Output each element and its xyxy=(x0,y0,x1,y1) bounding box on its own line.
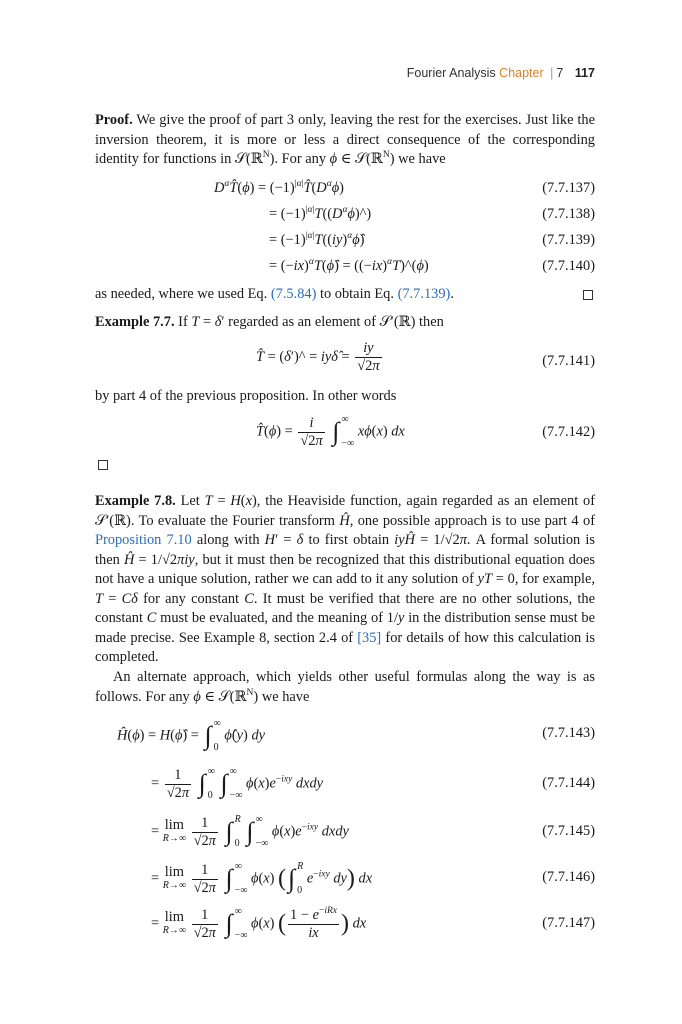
example-77-followup: by part 4 of the previous proposition. In other words xyxy=(95,388,397,404)
header-section: Fourier Analysis xyxy=(406,66,496,80)
ex78-text-j: for any constant xyxy=(143,590,240,607)
ex78-text-d: one possible approach is to use part 4 of xyxy=(357,512,595,529)
proof-text-2: For any xyxy=(281,151,327,167)
ref-35[interactable]: [35] xyxy=(357,629,382,646)
equation-number-143: (7.7.143) xyxy=(542,725,595,741)
example-78-paragraph-2: An alternate approach, which yields other useful formulas along the way is as follows. For any ϕ ∈ 𝒮(ℝ$^N$) we have xyxy=(95,669,595,705)
example-78-label: Example 7.8. xyxy=(95,493,176,509)
header-chapter-number: 7 xyxy=(556,66,564,80)
ex78-p2-text: An alternate approach, which yields other useful formulas along the way is as follows. For any xyxy=(95,669,595,705)
equation-number-137: (7.7.137) xyxy=(542,180,595,196)
ex78-text-a: Let xyxy=(180,493,200,509)
proof-label: Proof. xyxy=(95,112,133,128)
equation-144: = $\frac{1}{√2\pi}$ ∫ ∞ 0 ∫ ∞ −∞ $\phi(x)e^{-ixy}$ dxdy xyxy=(151,766,324,801)
equation-143: Ĥ(ϕ) = H(ϕ̂) = ∫ ∞ 0 ϕ̂(y) dy xyxy=(117,718,266,753)
example-78-paragraph: Example 7.8. Let T = H(x), the Heaviside function, again regarded as an element of 𝒮′(ℝ). To evaluate the Fourier transform Ĥ, one possible approach is to use part 4 of Proposition 7.10 along with H′ = δ to first obtain iyĤ = 1/√2π. A formal solution is then Ĥ = 1/√2πiy, but it must then be recognized that this distributional equation does not have a unique solution, rather we can add to it any solution of yT = 0, for example, T = Cδ for any constant C. It must be verified that there are no other solutions, the constant C must be evaluated, and the meaning of 1/y in the distribution sense must be made precise. See Example 8, section 2.4 of [35] for details of how this calculation is completed. xyxy=(95,493,596,665)
ex78-text-g: A formal solution is then xyxy=(95,532,595,568)
after-proof-text-2: to obtain Eq. xyxy=(320,286,394,302)
example-77-label: Example 7.7. xyxy=(95,314,175,330)
proof-text-3: we have xyxy=(398,151,446,167)
example-77-text-1: If xyxy=(178,314,188,330)
equation-number-139: (7.7.139) xyxy=(542,232,595,248)
equation-number-146: (7.7.146) xyxy=(542,869,595,885)
ex78-text-m: in the distribution sense must be made precise. See Example 8, section 2.4 of xyxy=(95,610,595,646)
ex78-text-n: for details of how this calculation is completed. xyxy=(95,629,595,665)
proof-paragraph: Proof. We give the proof of part 3 only, leaving the rest for the exercises. Just like the inversion theorem, it is more or less a direct consequence of the corresponding identity for functions in 𝒮(ℝ$^N$). For any ϕ ∈ 𝒮(ℝ$^N$) we have xyxy=(95,112,596,167)
header-separator: | xyxy=(550,66,554,80)
example-77-intro: Example 7.7. If T = δ′ regarded as an element of 𝒮′(ℝ) then xyxy=(95,314,444,330)
equation-147: = lim R→∞ $\frac{1}{√2\pi}$ ∫ ∞ −∞ ϕ(x) ( $\frac{1 - e^{-iRx}}{ix}$ ) dx xyxy=(151,905,367,941)
equation-142: T̂(ϕ) = $\frac{i}{√2\pi}$ ∫ ∞ −∞ xϕ(x) dx xyxy=(256,414,405,449)
running-header xyxy=(407,66,595,80)
after-proof-text-3: . xyxy=(450,286,454,302)
ex78-text-l: must be evaluated, and the meaning of xyxy=(160,610,384,626)
ex78-text-i: for example, xyxy=(522,571,596,587)
equation-number-144: (7.7.144) xyxy=(542,775,595,791)
equation-146: = lim R→∞ $\frac{1}{√2\pi}$ ∫ ∞ −∞ ϕ(x) (∫ R 0 $e^{-ixy}$ dy) dx xyxy=(151,861,373,896)
equation-141: T̂ = (δ′)^ = iyδ̂ = $\frac{iy}{√2\pi}$ xyxy=(256,340,380,374)
ref-eq-7-7-139[interactable]: (7.7.139) xyxy=(397,286,451,302)
ex78-text-e: along with xyxy=(196,532,260,548)
equation-number-140: (7.7.140) xyxy=(542,258,595,274)
after-proof-line xyxy=(95,285,595,305)
ex78-text-b: the Heaviside function, again regarded as an element of xyxy=(265,493,596,509)
ex78-p2-end: we have xyxy=(261,688,310,705)
equation-number-138: (7.7.138) xyxy=(542,206,595,222)
equation-145: = lim R→∞ $\frac{1}{√2\pi}$ ∫ R 0 ∫ ∞ −∞ $\phi(x)e^{-ixy}$ dxdy xyxy=(151,814,349,849)
equation-number-147: (7.7.147) xyxy=(542,915,595,931)
equation-number-142: (7.7.142) xyxy=(542,424,595,440)
ex78-text-f: to first obtain xyxy=(308,532,390,548)
ex78-text-c: To evaluate the Fourier transform xyxy=(138,512,335,529)
ref-eq-7-5-84[interactable]: (7.5.84) xyxy=(270,286,317,302)
qed-box xyxy=(583,290,593,300)
after-proof-text-1: as needed, where we used Eq. xyxy=(95,286,268,302)
header-chapter: Chapter xyxy=(499,66,544,80)
equation-number-141: (7.7.141) xyxy=(542,353,595,369)
equation-number-145: (7.7.145) xyxy=(542,823,595,839)
end-example-box xyxy=(98,460,108,470)
ex78-text-k: It must be verified that there are no other solutions, the constant xyxy=(95,590,595,626)
proof-text-1: We give the proof of part 3 only, leaving the rest for the exercises. Just like the inversion theorem, it is more or less a direct consequence of the corresponding identity for functions in xyxy=(95,112,596,167)
equation-139: = $(-1)^{|\alpha|}T((iy)^\alpha\phî)$ xyxy=(269,231,365,248)
equation-137: $D^\alpha T̂(\phi)$ = $(-1)^{|\alpha|}T̂(D^\alpha\phi)$ xyxy=(214,179,344,196)
example-77-text-3: then xyxy=(419,314,444,330)
ref-proposition-7-10[interactable]: Proposition 7.10 xyxy=(95,532,192,548)
page-number: 117 xyxy=(574,66,595,80)
equation-140: = $(-ix)^\alpha T(\phî)$ = $((-ix)^\alpha T)\^{}(\phi)$ xyxy=(269,257,429,274)
equation-138: = $(-1)^{|\alpha|}T((D^\alpha\phi)\^{})$ xyxy=(269,205,372,222)
ex78-text-h: but it must then be recognized that this distributional equation does not have a unique solution, rather we can add to it any solution of xyxy=(95,551,595,587)
example-77-text-2: regarded as an element of xyxy=(228,314,376,330)
